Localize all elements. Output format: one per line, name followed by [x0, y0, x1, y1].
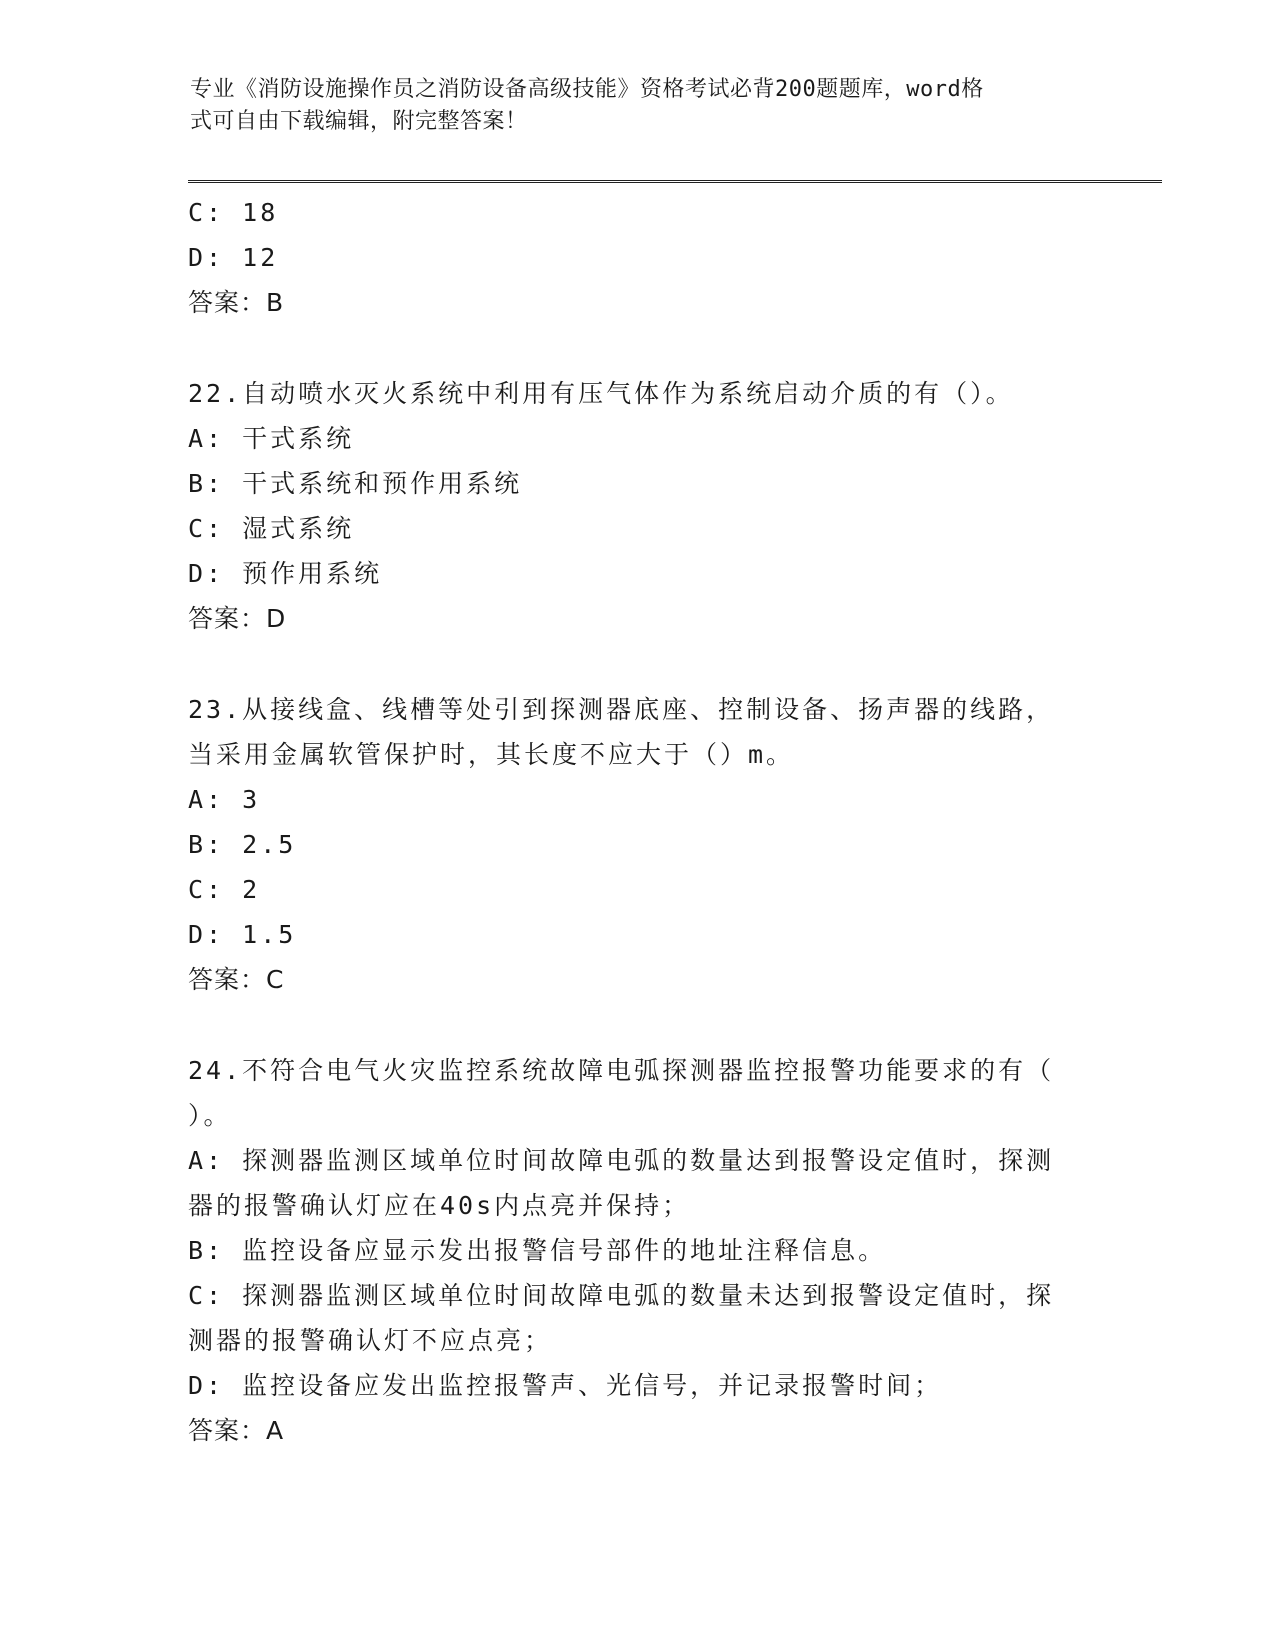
option-d: D: 预作用系统: [188, 559, 383, 588]
option-a-continued: 器的报警确认灯应在40s内点亮并保持；: [188, 1191, 691, 1220]
question-24: [188, 1048, 1088, 1453]
option-c: C: 18: [188, 198, 279, 227]
question-text: 22.自动喷水灭火系统中利用有压气体作为系统启动介质的有（）。: [188, 379, 1014, 408]
spacer: [188, 1002, 1088, 1048]
option-c: C: 探测器监测区域单位时间故障电弧的数量未达到报警设定值时，探: [188, 1281, 1055, 1310]
option-d: D: 监控设备应发出监控报警声、光信号，并记录报警时间；: [188, 1371, 943, 1400]
answer-line: 答案：C: [188, 965, 285, 994]
question-23: [188, 687, 1088, 1002]
question-text: 24.不符合电气火灾监控系统故障电弧探测器监控报警功能要求的有（: [188, 1056, 1055, 1085]
option-c-continued: 测器的报警确认灯不应点亮；: [188, 1326, 553, 1355]
header-line-2: 式可自由下载编辑，附完整答案！: [190, 109, 528, 134]
option-d: D: 12: [188, 243, 279, 272]
option-b: B: 2.5: [188, 830, 297, 859]
spacer: [188, 641, 1088, 687]
header-line-1: 专业《消防设施操作员之消防设备高级技能》资格考试必背200题题库，word格: [190, 77, 984, 102]
option-c: C: 湿式系统: [188, 514, 355, 543]
question-text-continued: ）。: [188, 1101, 232, 1130]
question-22: [188, 371, 1088, 641]
spacer: [188, 325, 1088, 371]
question-content: [188, 190, 1088, 1453]
question-text: 23.从接线盒、线槽等处引到探测器底座、控制设备、扬声器的线路，: [188, 695, 1055, 724]
header-divider: [188, 180, 1162, 183]
option-d: D: 1.5: [188, 920, 297, 949]
option-a: A: 探测器监测区域单位时间故障电弧的数量达到报警设定值时，探测: [188, 1146, 1055, 1175]
answer-line: 答案：D: [188, 604, 287, 633]
option-a: A: 3: [188, 785, 261, 814]
question-text-continued: 当采用金属软管保护时，其长度不应大于（）m。: [188, 740, 795, 769]
answer-line: 答案：B: [188, 288, 285, 317]
question-fragment: [188, 190, 1088, 325]
answer-line: 答案：A: [188, 1416, 285, 1445]
option-b: B: 监控设备应显示发出报警信号部件的地址注释信息。: [188, 1236, 887, 1265]
option-a: A: 干式系统: [188, 424, 355, 453]
document-header: [190, 74, 1090, 138]
option-b: B: 干式系统和预作用系统: [188, 469, 523, 498]
option-c: C: 2: [188, 875, 261, 904]
